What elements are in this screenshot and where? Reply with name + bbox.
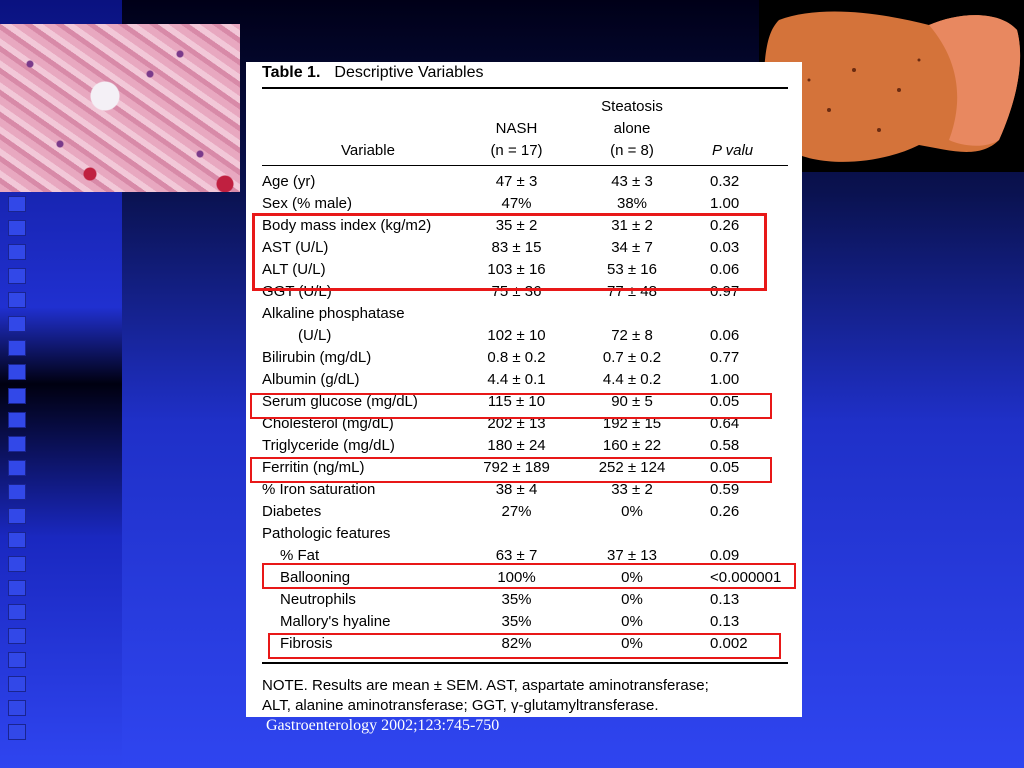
row-steatosis-value: 0%	[621, 569, 643, 586]
table-row	[262, 613, 802, 635]
row-steatosis-value: 4.4 ± 0.2	[602, 371, 662, 388]
row-p-value: 0.26	[710, 503, 740, 520]
header-steatosis-n: (n = 8)	[610, 142, 654, 159]
table-row	[262, 591, 802, 613]
row-variable: ALT (U/L)	[262, 261, 326, 278]
table-number: Table 1.	[262, 64, 321, 81]
table-row	[262, 371, 802, 393]
row-nash-value: 100%	[497, 569, 536, 586]
row-nash-value: 4.4 ± 0.1	[487, 371, 546, 388]
row-variable: Bilirubin (mg/dL)	[262, 349, 372, 366]
row-variable: Diabetes	[262, 503, 322, 520]
bottom-rule	[262, 662, 788, 664]
row-variable: % Fat	[280, 547, 320, 564]
row-variable: Serum glucose (mg/dL)	[262, 393, 418, 410]
row-p-value: 0.32	[710, 173, 740, 190]
row-nash-value: 38 ± 4	[495, 481, 538, 498]
highlight-box-bmi-ast-alt	[252, 213, 767, 291]
row-nash-value: 180 ± 24	[487, 437, 546, 454]
row-steatosis-value: 0.7 ± 0.2	[602, 349, 662, 366]
row-variable: Albumin (g/dL)	[262, 371, 360, 388]
row-variable: AST (U/L)	[262, 239, 329, 256]
row-p-value: 0.06	[710, 261, 740, 278]
row-nash-value: 27%	[501, 503, 532, 520]
row-variable: Ferritin (ng/mL)	[262, 459, 365, 476]
table-row	[262, 525, 802, 547]
highlight-box-ferritin	[250, 457, 772, 483]
row-nash-value: 63 ± 7	[495, 547, 538, 564]
data-table-card	[246, 62, 802, 717]
table-row	[262, 481, 802, 503]
header-p-value: P valu	[712, 142, 754, 159]
row-p-value: 0.03	[710, 239, 740, 256]
row-nash-value: 115 ± 10	[487, 393, 546, 410]
row-nash-value: 47%	[501, 195, 532, 212]
row-p-value: 0.26	[710, 217, 740, 234]
note-line-2: ALT, alanine aminotransferase; GGT, γ-glutamyltransferase.	[262, 697, 659, 714]
row-nash-value: 47 ± 3	[495, 173, 538, 190]
table-note	[262, 676, 792, 716]
citation: Gastroenterology 2002;123:745-750	[266, 717, 500, 734]
table-row	[262, 349, 802, 371]
header-steatosis: Steatosis	[601, 98, 663, 115]
row-variable: GGT (U/L)	[262, 283, 332, 300]
row-variable: Sex (% male)	[262, 195, 353, 212]
row-nash-value: 82%	[501, 635, 532, 652]
table-row	[262, 327, 802, 349]
row-steatosis-value: 38%	[616, 195, 648, 212]
row-variable: Triglyceride (mg/dL)	[262, 437, 395, 454]
row-nash-value: 35%	[501, 591, 532, 608]
highlight-box-ballooning	[262, 563, 796, 589]
header-variable: Variable	[341, 142, 395, 159]
header-rule	[262, 165, 788, 166]
row-variable: Cholesterol (mg/dL)	[262, 415, 394, 432]
row-steatosis-value: 0%	[621, 503, 643, 520]
row-p-value: 0.05	[710, 393, 740, 410]
table-title-text: Descriptive Variables	[334, 64, 484, 81]
header-steatosis-alone: alone	[613, 120, 651, 137]
highlight-box-serum-glucose	[250, 393, 772, 419]
row-p-value: 1.00	[710, 195, 740, 212]
row-variable: Neutrophils	[280, 591, 356, 608]
row-variable: Pathologic features	[262, 525, 391, 542]
histology-image	[0, 24, 240, 192]
row-p-value: 0.09	[710, 547, 740, 564]
row-p-value: 0.58	[710, 437, 740, 454]
decorative-squares	[8, 196, 26, 748]
row-p-value: 0.13	[710, 613, 740, 630]
row-variable: Mallory's hyaline	[280, 613, 391, 630]
row-nash-value: 792 ± 189	[483, 459, 550, 476]
highlight-box-fibrosis	[268, 633, 781, 659]
row-nash-value: 35 ± 2	[495, 217, 538, 234]
row-steatosis-value: 0%	[621, 635, 643, 652]
row-p-value: 0.05	[710, 459, 740, 476]
row-variable: Body mass index (kg/m2)	[262, 217, 432, 234]
row-p-value: <0.000001	[710, 569, 782, 586]
row-steatosis-value: 53 ± 16	[607, 261, 657, 278]
row-variable: Ballooning	[280, 569, 351, 586]
row-variable: Age (yr)	[262, 173, 316, 190]
row-nash-value: 202 ± 13	[487, 415, 546, 432]
table-row	[262, 503, 802, 525]
header-nash-n: (n = 17)	[490, 142, 543, 159]
row-variable: (U/L)	[298, 327, 332, 344]
row-p-value: 0.06	[710, 327, 740, 344]
row-p-value: 1.00	[710, 371, 740, 388]
table-row	[262, 437, 802, 459]
row-steatosis-value: 72 ± 8	[611, 327, 653, 344]
table-row	[262, 173, 802, 195]
table-title	[262, 64, 483, 82]
row-nash-value: 75 ± 36	[491, 283, 542, 300]
top-rule	[262, 87, 788, 89]
row-steatosis-value: 192 ± 15	[602, 415, 662, 432]
row-steatosis-value: 0%	[621, 613, 643, 630]
row-steatosis-value: 31 ± 2	[611, 217, 653, 234]
row-variable: Fibrosis	[280, 635, 333, 652]
row-steatosis-value: 43 ± 3	[611, 173, 653, 190]
row-steatosis-value: 34 ± 7	[611, 239, 653, 256]
row-steatosis-value: 90 ± 5	[611, 393, 653, 410]
row-steatosis-value: 33 ± 2	[611, 481, 653, 498]
row-p-value: 0.97	[710, 283, 740, 300]
row-nash-value: 83 ± 15	[491, 239, 542, 256]
row-p-value: 0.002	[710, 635, 748, 652]
row-variable: Alkaline phosphatase	[262, 305, 405, 322]
row-steatosis-value: 37 ± 13	[607, 547, 657, 564]
row-p-value: 0.77	[710, 349, 740, 366]
row-p-value: 0.64	[710, 415, 740, 432]
row-steatosis-value: 77 ± 48	[607, 283, 657, 300]
row-nash-value: 102 ± 10	[487, 327, 546, 344]
row-steatosis-value: 160 ± 22	[602, 437, 662, 454]
table-row	[262, 305, 802, 327]
row-variable: % Iron saturation	[262, 481, 376, 498]
row-steatosis-value: 0%	[621, 591, 643, 608]
row-nash-value: 103 ± 16	[487, 261, 546, 278]
header-nash: NASH	[495, 120, 538, 137]
row-nash-value: 0.8 ± 0.2	[487, 349, 546, 366]
row-p-value: 0.59	[710, 481, 740, 498]
row-steatosis-value: 252 ± 124	[598, 459, 666, 476]
row-p-value: 0.13	[710, 591, 740, 608]
row-nash-value: 35%	[501, 613, 532, 630]
note-line-1: NOTE. Results are mean ± SEM. AST, aspartate aminotransferase;	[262, 677, 709, 694]
